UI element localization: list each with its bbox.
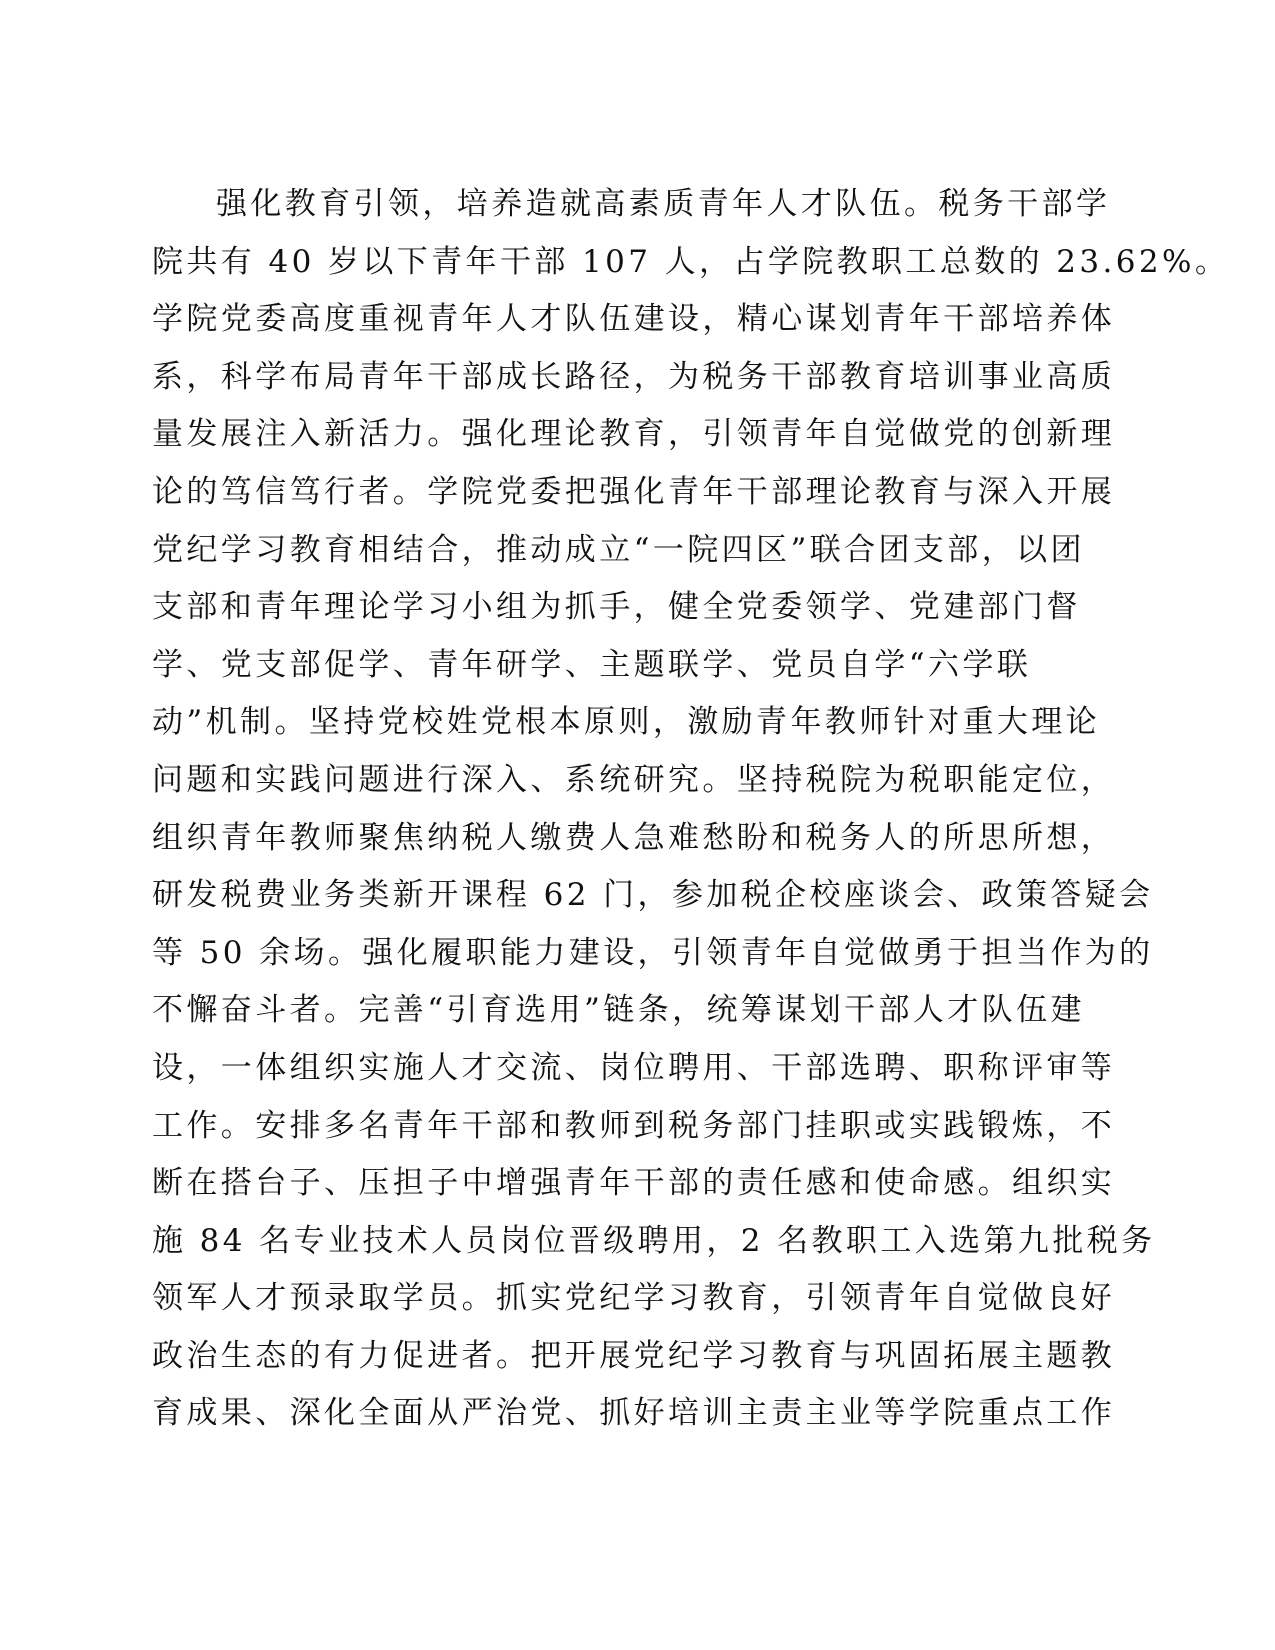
- paragraph-line: 强化教育引领，培养造就高素质青年人才队伍。税务干部学: [216, 186, 1111, 222]
- paragraph-line: 育成果、深化全面从严治党、抓好培训主责主业等学院重点工作: [152, 1395, 1116, 1432]
- paragraph-line: 设，一体组织实施人才交流、岗位聘用、干部选聘、职称评审等: [152, 1049, 1116, 1086]
- paragraph-line: 论的笃信笃行者。学院党委把强化青年干部理论教育与深入开展: [152, 473, 1116, 510]
- paragraph-line: 院共有 40 岁以下青年干部 107 人，占学院教职工总数的 23.62%。: [152, 243, 1230, 280]
- body-paragraph: [152, 176, 1230, 1443]
- paragraph-line: 量发展注入新活力。强化理论教育，引领青年自觉做党的创新理: [152, 416, 1116, 453]
- paragraph-line: 等 50 余场。强化履职能力建设，引领青年自觉做勇于担当作为的: [152, 934, 1154, 971]
- paragraph-line: 政治生态的有力促进者。把开展党纪学习教育与巩固拓展主题教: [152, 1337, 1116, 1374]
- paragraph-line: 问题和实践问题进行深入、系统研究。坚持税院为税职能定位，: [152, 761, 1116, 798]
- paragraph-line: 系，科学布局青年干部成长路径，为税务干部教育培训事业高质: [152, 358, 1116, 395]
- paragraph-line: 施 84 名专业技术人员岗位晋级聘用，2 名教职工入选第九批税务: [152, 1222, 1156, 1259]
- paragraph-line: 不懈奋斗者。完善“引育选用”链条，统筹谋划干部人才队伍建: [152, 992, 1085, 1029]
- paragraph-line: 工作。安排多名青年干部和教师到税务部门挂职或实践锻炼，不: [152, 1107, 1116, 1144]
- paragraph-line: 党纪学习教育相结合，推动成立“一院四区”联合团支部，以团: [152, 531, 1085, 568]
- paragraph-line: 组织青年教师聚焦纳税人缴费人急难愁盼和税务人的所思所想，: [152, 819, 1116, 856]
- paragraph-line: 动”机制。坚持党校姓党根本原则，激励青年教师针对重大理论: [152, 704, 1101, 741]
- paragraph-line: 学、党支部促学、青年研学、主题联学、党员自学“六学联: [152, 646, 1032, 683]
- paragraph-line: 学院党委高度重视青年人才队伍建设，精心谋划青年干部培养体: [152, 301, 1116, 338]
- paragraph-line: 研发税费业务类新开课程 62 门，参加税企校座谈会、政策答疑会: [152, 877, 1154, 914]
- paragraph-line: 支部和青年理论学习小组为抓手，健全党委领学、党建部门督: [152, 589, 1081, 626]
- paragraph-line: 领军人才预录取学员。抓实党纪学习教育，引领青年自觉做良好: [152, 1280, 1116, 1317]
- paragraph-line: 断在搭台子、压担子中增强青年干部的责任感和使命感。组织实: [152, 1165, 1116, 1202]
